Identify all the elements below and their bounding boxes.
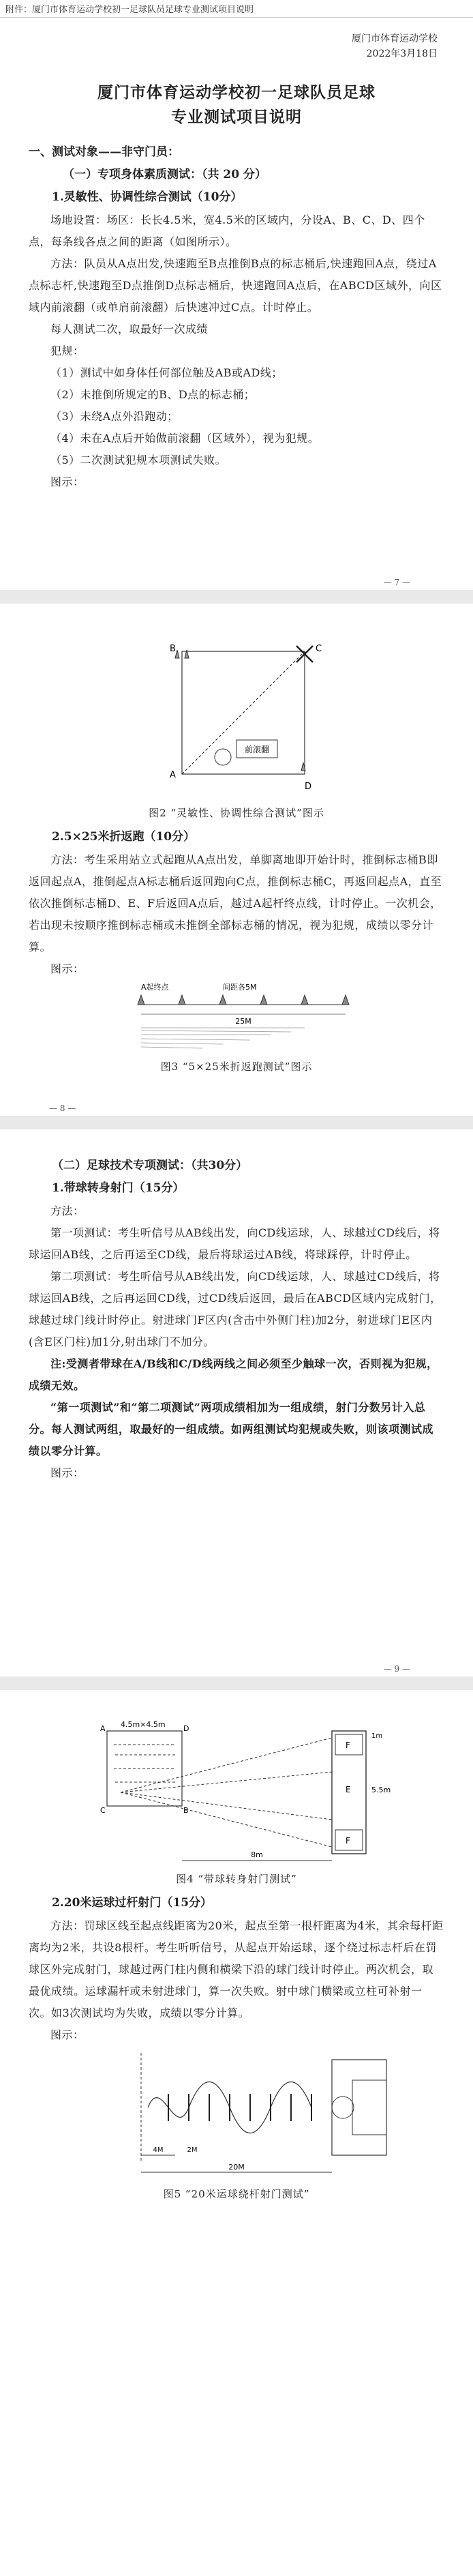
shuttle-run-diagram <box>100 980 373 1055</box>
zone-f-label: F <box>346 1741 350 1750</box>
corner-b-label: D <box>183 1724 189 1733</box>
figure-2-caption: 图2 “灵敏性、协调性综合测试”图示 <box>149 807 324 819</box>
figure-3-caption: 图3 “5×25米折返跑测试”图示 <box>160 1061 313 1073</box>
section-1a-heading: （一）专项身体素质测试：（共 20 分） <box>63 168 266 181</box>
page-number-8: — 8 — <box>49 1104 76 1113</box>
page-number-9: — 9 — <box>383 1664 410 1674</box>
running-path-lines <box>141 1028 305 1048</box>
pole-row <box>168 2094 311 2121</box>
zone-e-label: E <box>346 1785 351 1794</box>
figure-note: 图示： <box>50 2028 85 2041</box>
goal-area <box>352 2080 386 2135</box>
cone-icon <box>179 995 185 1005</box>
test-3-heading: 1.带球转身射门（15分） <box>52 1181 185 1195</box>
cone-row <box>138 995 349 1005</box>
test-1-method: 方法：队员从A点出发,快速跑至B点推倒B点的标志桶后,快速跑回A点，绕过A点标志杆,快速跑至D点推倒D点标志桶后，快速跑回A点后，在ABCD区域外，向区域内前滚翻（或单肩前滚翻）后快速冲过C点。计时停止。 <box>29 257 442 314</box>
figure-note: 图示： <box>50 475 85 488</box>
test-3-part2: 第二项测试：考生听信号从AB线出发，向CD线运球，人、球越过CD线后，将球运回AB线，之后再运回CD线，过CD线后返回，最后在ABCD区域内完成射门，球越过球门线计时停止。射进球门F区内(含击中外侧门柱)加2分，射进球门E区内(含E区门柱)加1分,射出球门不加分。 <box>29 1270 442 1348</box>
section-2-heading: （二）足球技术专项测试：（共30分） <box>52 1159 248 1172</box>
test-1-heading: 1.灵敏性、协调性综合测试（10分） <box>52 190 243 204</box>
area-dims-label: 4.5m×4.5m <box>121 1720 166 1729</box>
document-page <box>29 18 444 2221</box>
foul-item-1: （1）测试中如身体任何部位触及AB或AD线； <box>50 366 283 379</box>
two-m-label: 2M <box>187 2146 198 2154</box>
penalty-box <box>332 2060 386 2155</box>
test-1-attempts: 每人测试二次，取最好一次成绩 <box>50 323 209 336</box>
dribble-paths <box>114 1738 332 1847</box>
roll-label: 前滚翻 <box>244 745 270 754</box>
test-1-fouls-label: 犯规： <box>50 344 85 357</box>
test-2-method: 方法：考生采用站立式起跑从A点出发，单脚离地即开始计时，推倒标志桶B即返回起点A，推倒起点A标志桶后返回跑向C点，推倒标志桶C，再返回起点A，直至依次推倒标志桶D、E、F后返回A点后，越过A起杆终点线，计时停止。一次机会，若出现未按顺序推倒标志桶或未推倒全部标志桶的情况，视为犯规，成绩以零分计算。 <box>29 853 442 953</box>
doc-title-line1: 厦门市体育运动学校初一足球队员足球 <box>97 83 376 102</box>
agility-test-diagram <box>141 631 332 801</box>
roll-figure-icon <box>215 749 231 765</box>
zone-f2-label: F <box>346 1836 350 1846</box>
corner-c-label: C <box>100 1806 106 1815</box>
window-title-bar <box>0 0 473 18</box>
cone-icon <box>219 995 226 1005</box>
test-2-heading: 2.5×25米折返跑（10分） <box>52 830 196 844</box>
foul-item-5: （5）二次测试犯规本项测试失败。 <box>50 454 227 467</box>
point-d-label: D <box>305 782 312 792</box>
point-a-label: A <box>170 770 176 780</box>
test-4-method: 方法：罚球区线至起点线距离为20米，起点至第一根杆距离为4米，其余每杆距离均为2米，共设8根杆。考生听听信号，从起点开始运球，逐个绕过标志杆后在罚球区外完成射门，球越过两门柱内侧和横梁下沿的球门线计时停止。两次机会，取最优成绩。运球漏杆或未射进球门，算一次失败。射中球门横梁或立柱可补射一次。如3次测试均为失败，成绩以零分计算。 <box>29 1919 444 2019</box>
window-title: 附件：厦门市体育运动学校初一足球队员足球专业测试项目说明 <box>5 5 254 15</box>
figure-4-caption: 图4 “带球转身射门测试” <box>176 1873 297 1885</box>
slalom-shoot-diagram <box>73 2046 400 2182</box>
figure-note: 图示： <box>50 1466 85 1479</box>
test-3-scoring: “第一项测试”和“第二项测试”两项成绩相加为一组成绩，射门分数另计入总分。每人测试两组，取最好的一组成绩。如两组测试均犯规或失败，则该项测试成绩以零分计算。 <box>29 1401 434 1457</box>
page-separator <box>0 590 473 604</box>
cone-icon <box>301 995 308 1005</box>
test-1-setup: 场地设置：场区：长长4.5米，宽4.5米的区域内，分设A、B、C、D、四个点，每条线各点之间的距离（如图所示）。 <box>29 213 425 248</box>
test-3-note: 注:受测者带球在A/B线和C/D线两线之间必须至少触球一次，否则视为犯规，成绩无效。 <box>29 1357 438 1392</box>
foul-item-4: （4）未在A点后开始做前滚翻（区域外），视为犯规。 <box>50 432 320 445</box>
penalty-arc <box>332 2097 354 2118</box>
foul-item-2: （2）未推倒所规定的B、D点的标志桶； <box>50 388 256 401</box>
goal-width-label: 5.5m <box>371 1786 391 1794</box>
twenty-m-label: 20M <box>228 2163 245 2172</box>
page-separator <box>0 1116 473 1129</box>
section-1-heading: 一、测试对象——非守门员： <box>29 145 179 159</box>
dribble-turn-shoot-diagram <box>66 1717 407 1867</box>
figure-5-caption: 图5 “20米运球绕杆射门测试” <box>163 2188 310 2200</box>
cone-icon <box>138 995 144 1005</box>
school-name: 厦门市体育运动学校 <box>352 33 438 44</box>
point-c-label: C <box>316 644 322 654</box>
doc-date: 2022年3月18日 <box>366 48 438 59</box>
one-meter-label: 1m <box>371 1732 383 1740</box>
four-m-label: 4M <box>153 2146 164 2154</box>
page-separator <box>0 1676 473 1690</box>
cone-icon <box>342 995 349 1005</box>
gap-label: 间距各5M <box>223 983 257 992</box>
page-number-7: — 7 — <box>383 578 410 587</box>
corner-d-label: B <box>183 1806 189 1815</box>
corner-a-label: A <box>100 1724 106 1733</box>
test-3-method-label: 方法： <box>50 1204 85 1217</box>
test-4-heading: 2.20米运球过杆射门（15分） <box>52 1896 213 1910</box>
foul-item-3: （3）未绕A点外沿跑动； <box>50 410 179 423</box>
cone-icon <box>260 995 267 1005</box>
test-3-part1: 第一项测试：考生听信号从AB线出发，向CD线运球，人、球越过CD线后，将球运回AB线，之后再运至CD线，最后将球运过AB线，将球踩停，计时停止。 <box>29 1226 440 1261</box>
distance-label: 8m <box>251 1850 263 1859</box>
figure-note: 图示： <box>50 962 85 975</box>
point-b-label: B <box>170 644 176 654</box>
doc-title-line2: 专业测试项目说明 <box>171 108 302 126</box>
start-label: A起终点 <box>141 983 169 992</box>
length-label: 25M <box>235 1017 251 1026</box>
